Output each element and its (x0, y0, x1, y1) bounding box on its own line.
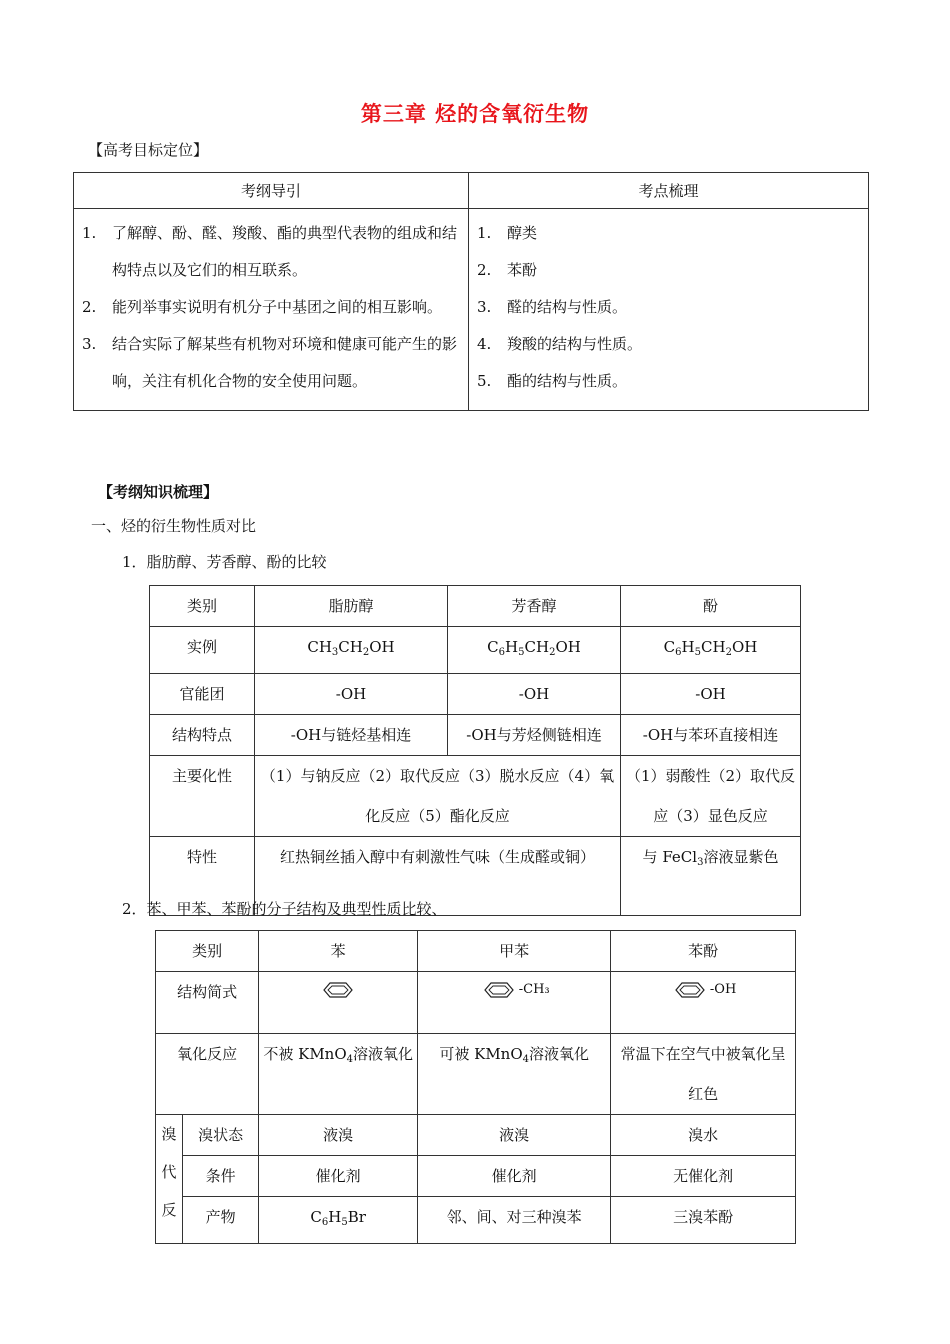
points-item-text: 羧酸的结构与性质。 (507, 335, 643, 353)
alcohol-phenol-table (149, 585, 801, 916)
t3-cond-label: 条件 (183, 1156, 259, 1197)
t3-struct-label: 结构简式 (156, 972, 259, 1034)
guide-item-number: 2. (82, 298, 97, 316)
t3-ox-label: 氧化反应 (156, 1034, 259, 1115)
t3-header-toluene: 甲苯 (418, 931, 611, 972)
t2-example-label: 实例 (150, 627, 255, 674)
guide-cell (74, 209, 469, 411)
t3-ox-toluene: 可被 KMnO$_4$溶液氧化 (418, 1034, 611, 1115)
t2-header-category: 类别 (150, 586, 255, 627)
benzene-comparison-table (155, 930, 796, 1244)
t2-group-label: 官能团 (150, 674, 255, 715)
t3-struct-phenol (611, 972, 796, 1034)
t3-bromination-group: 溴 代 反 (156, 1115, 183, 1244)
t2-example-phenol: $C_6H_5CH_2OH$ (621, 627, 801, 674)
t3-ox-benzene: 不被 KMnO$_4$溶液氧化 (259, 1034, 418, 1115)
goals-header-points: 考点梳理 (469, 173, 869, 209)
subsection-heading-2: 2．苯、甲苯、苯酚的分子结构及典型性质比较、 (122, 900, 447, 918)
subsection-heading-1: 1．脂肪醇、芳香醇、酚的比较 (122, 553, 327, 571)
points-item-number: 2. (477, 261, 492, 279)
guide-item (82, 289, 460, 326)
t2-structure-aromatic: -OH与芳烃侧链相连 (448, 715, 621, 756)
t3-prod-label: 产物 (183, 1197, 259, 1244)
t2-group-phenol: -OH (621, 674, 801, 715)
points-item-number: 1. (477, 224, 492, 242)
guide-item-number: 1. (82, 224, 97, 242)
benzene-ring-icon (318, 980, 358, 1000)
t2-special-alcohol: 红热铜丝插入醇中有刺激性气味（生成醛或铜） (255, 837, 621, 916)
points-item-text: 醛的结构与性质。 (507, 298, 628, 316)
points-item (477, 215, 860, 252)
knowledge-label: 【考纲知识梳理】 (98, 483, 219, 501)
t3-header-category: 类别 (156, 931, 259, 972)
points-item-text: 醇类 (507, 224, 538, 242)
guide-list (74, 209, 468, 410)
points-item (477, 289, 860, 326)
t3-bromo-state-toluene: 液溴 (418, 1115, 611, 1156)
t3-struct-benzene (259, 972, 418, 1034)
phenol-ring-icon (670, 980, 710, 1000)
t2-structure-fatty: -OH与链烃基相连 (255, 715, 448, 756)
t2-group-fatty: -OH (255, 674, 448, 715)
t3-cond-toluene: 催化剂 (418, 1156, 611, 1197)
toluene-ring-icon (479, 980, 519, 1000)
t3-prod-benzene: $C_6H_5Br$ (259, 1197, 418, 1244)
points-cell (469, 209, 869, 411)
t2-header-phenol: 酚 (621, 586, 801, 627)
points-item-text: 苯酚 (507, 261, 538, 279)
t2-header-fatty: 脂肪醇 (255, 586, 448, 627)
t2-group-aromatic: -OH (448, 674, 621, 715)
t2-chem-label: 主要化性 (150, 756, 255, 837)
toluene-methyl-label: -CH₃ (518, 982, 550, 997)
t3-cond-phenol: 无催化剂 (611, 1156, 796, 1197)
points-item-number: 3. (477, 298, 492, 316)
t3-struct-toluene (418, 972, 611, 1034)
guide-item (82, 215, 460, 289)
guide-item (82, 326, 460, 400)
guide-item-text: 了解醇、酚、醛、羧酸、酯的典型代表物的组成和结构特点以及它们的相互联系。 (112, 224, 458, 279)
goals-table (73, 172, 869, 411)
points-item (477, 252, 860, 289)
t2-header-aromatic: 芳香醇 (448, 586, 621, 627)
t3-bromo-state-phenol: 溴水 (611, 1115, 796, 1156)
t2-chem-phenol: （1）弱酸性（2）取代反应（3）显色反应 (621, 756, 801, 837)
t2-chem-alcohol: （1）与钠反应（2）取代反应（3）脱水反应（4）氧化反应（5）酯化反应 (255, 756, 621, 837)
t2-structure-label: 结构特点 (150, 715, 255, 756)
t3-bromo-state-benzene: 液溴 (259, 1115, 418, 1156)
guide-item-text: 结合实际了解某些有机物对环境和健康可能产生的影响，关注有机化合物的安全使用问题。 (112, 335, 458, 390)
t3-header-phenol: 苯酚 (611, 931, 796, 972)
goals-header-guide: 考纲导引 (74, 173, 469, 209)
t2-special-phenol: 与 FeCl$_3$溶液显紫色 (621, 837, 801, 916)
t3-cond-benzene: 催化剂 (259, 1156, 418, 1197)
t2-example-aromatic: $C_6H_5CH_2OH$ (448, 627, 621, 674)
points-item-number: 4. (477, 335, 492, 353)
t2-special-label: 特性 (150, 837, 255, 916)
points-list (469, 209, 868, 410)
gaokao-label: 【高考目标定位】 (88, 141, 209, 159)
points-item (477, 326, 860, 363)
guide-item-number: 3. (82, 335, 97, 353)
t3-prod-phenol: 三溴苯酚 (611, 1197, 796, 1244)
t3-ox-phenol: 常温下在空气中被氧化呈红色 (611, 1034, 796, 1115)
guide-item-text: 能列举事实说明有机分子中基团之间的相互影响。 (112, 298, 443, 316)
page-title: 第三章 烃的含氧衍生物 (360, 102, 590, 126)
t2-example-fatty: $CH_3CH_2OH$ (255, 627, 448, 674)
phenol-hydroxyl-label: -OH (709, 982, 737, 997)
section-heading-1: 一、烃的衍生物性质对比 (91, 517, 257, 535)
t3-header-benzene: 苯 (259, 931, 418, 972)
t3-prod-toluene: 邻、间、对三种溴苯 (418, 1197, 611, 1244)
points-item (477, 363, 860, 400)
t3-bromo-state-label: 溴状态 (183, 1115, 259, 1156)
points-item-number: 5. (477, 372, 492, 390)
points-item-text: 酯的结构与性质。 (507, 372, 628, 390)
t2-structure-phenol: -OH与苯环直接相连 (621, 715, 801, 756)
